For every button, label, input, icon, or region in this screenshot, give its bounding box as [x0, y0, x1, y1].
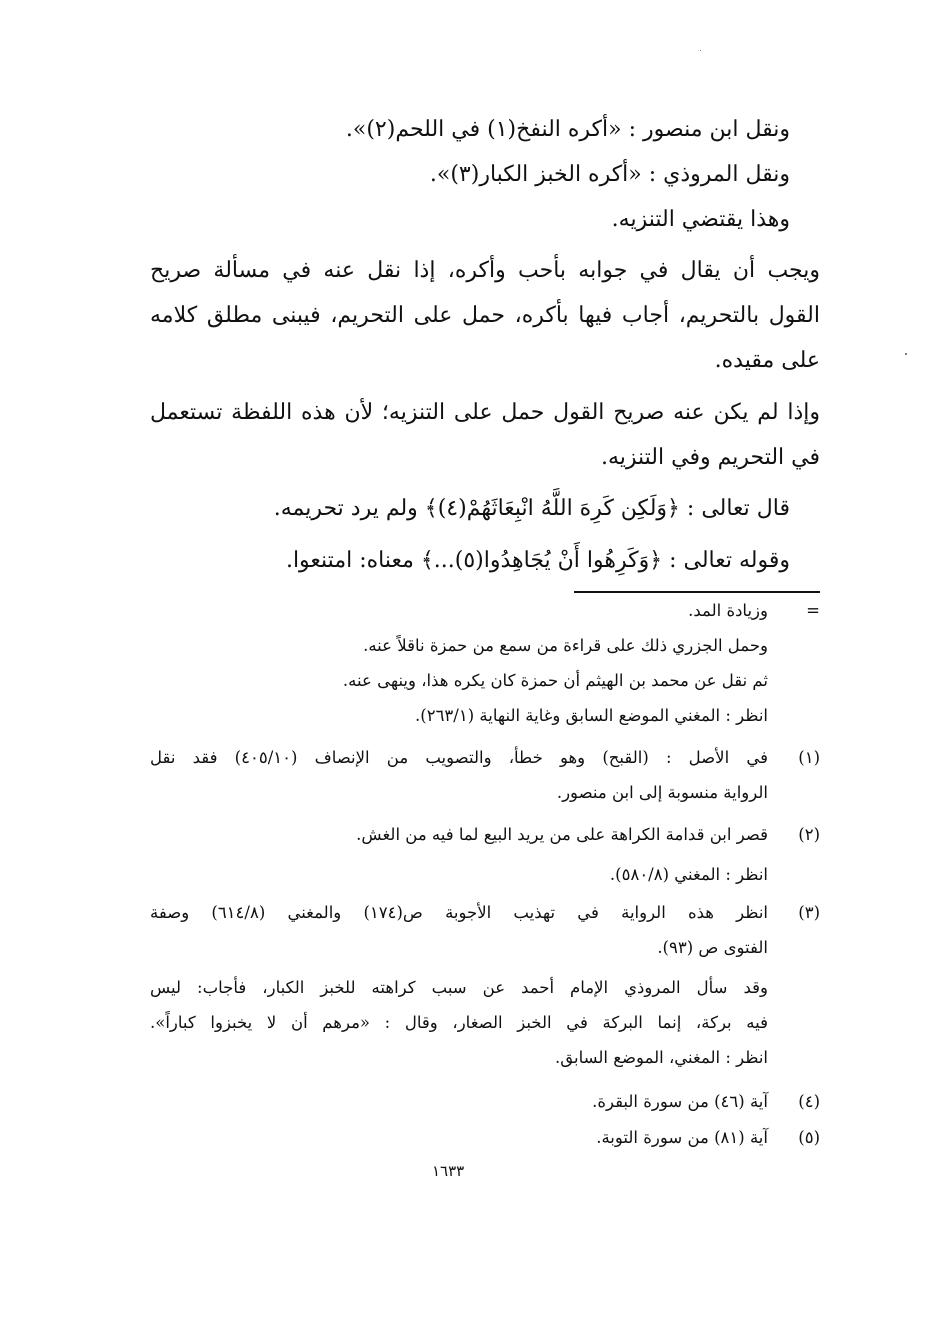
footnote-3-line-1: انظر هذه الرواية في تهذيب الأجوبة ص(١٧٤) والمغني (٦١٤/٨) وصفة	[150, 903, 768, 922]
footnote-continuation-line-1: وزيادة المد.	[688, 601, 768, 620]
body-line-6: على مقيده.	[714, 348, 820, 373]
footnote-1-number: (١)	[798, 748, 820, 767]
footnote-continuation-marker: =	[806, 601, 820, 620]
footnote-2-line-2: انظر : المغني (٥٨٠/٨).	[609, 865, 768, 884]
footnote-3-line-4: فيه بركة، إنما البركة في الخبز الصغار، وقال : «مرهم أن لا يخبزوا كباراً».	[150, 1013, 768, 1032]
footnote-4-line: آية (٤٦) من سورة البقرة.	[592, 1092, 768, 1111]
footnote-3-line-3: وقد سأل المروذي الإمام أحمد عن سبب كراهته للخبز الكبار، فأجاب: ليس	[150, 978, 768, 997]
body-line-8: في التحريم وفي التنزيه.	[600, 445, 820, 470]
quran-citation-2: وقوله تعالى : ﴿وَكَرِهُوا أَنْ يُجَاهِدُوا(٥)...﴾ معناه: امتنعوا.	[285, 548, 790, 573]
quran-citation-1: قال تعالى : ﴿وَلَكِن كَرِهَ اللَّهُ انْبِعَاثَهُمْ(٤)﴾ ولم يرد تحريمه.	[273, 496, 790, 521]
footnote-continuation-line-3: ثم نقل عن محمد بن الهيثم أن حمزة كان يكره هذا، وينهى عنه.	[342, 671, 768, 690]
footnote-2-number: (٢)	[798, 825, 820, 844]
footnote-continuation-line-4: انظر : المغني الموضع السابق وغاية النهاية (٢٦٣/١).	[415, 706, 768, 725]
footnote-3-line-2: الفتوى ص (٩٣).	[657, 938, 768, 957]
body-line-7: وإذا لم يكن عنه صريح القول حمل على التنزيه؛ لأن هذه اللفظة تستعمل	[150, 400, 820, 425]
footnote-3-number: (٣)	[798, 903, 820, 922]
footnote-3-line-5: انظر : المغني، الموضع السابق.	[555, 1048, 768, 1067]
page-text-area	[150, 100, 820, 1200]
scan-speck	[700, 50, 701, 51]
footnote-4-number: (٤)	[798, 1092, 820, 1111]
scan-speck	[905, 353, 907, 355]
body-line-2: ونقل المروذي : «أكره الخبز الكبار(٣)».	[429, 162, 790, 187]
body-line-3: وهذا يقتضي التنزيه.	[611, 207, 790, 232]
footnote-5-number: (٥)	[798, 1128, 820, 1147]
footnote-continuation-line-2: وحمل الجزري ذلك على قراءة من سمع من حمزة ناقلاً عنه.	[363, 636, 768, 655]
footnote-2-line-1: قصر ابن قدامة الكراهة على من يريد البيع لما فيه من الغش.	[356, 825, 768, 844]
body-line-1: ونقل ابن منصور : «أكره النفخ(١) في اللحم(٢)».	[345, 117, 790, 142]
body-line-4: ويجب أن يقال في جوابه بأحب وأكره، إذا نقل عنه في مسألة صريح	[150, 258, 820, 283]
footnote-1-line-1: في الأصل : (القبح) وهو خطأ، والتصويب من الإنصاف (٤٠٥/١٠) فقد نقل	[150, 748, 768, 767]
footnote-5-line: آية (٨١) من سورة التوبة.	[596, 1128, 768, 1147]
footnote-separator	[574, 591, 820, 593]
footnote-1-line-2: الرواية منسوبة إلى ابن منصور.	[556, 783, 768, 802]
body-line-5: القول بالتحريم، أجاب فيها بأكره، حمل على التحريم، فيبنى مطلق كلامه	[150, 303, 820, 328]
page-number: ١٦٣٣	[432, 1162, 465, 1180]
